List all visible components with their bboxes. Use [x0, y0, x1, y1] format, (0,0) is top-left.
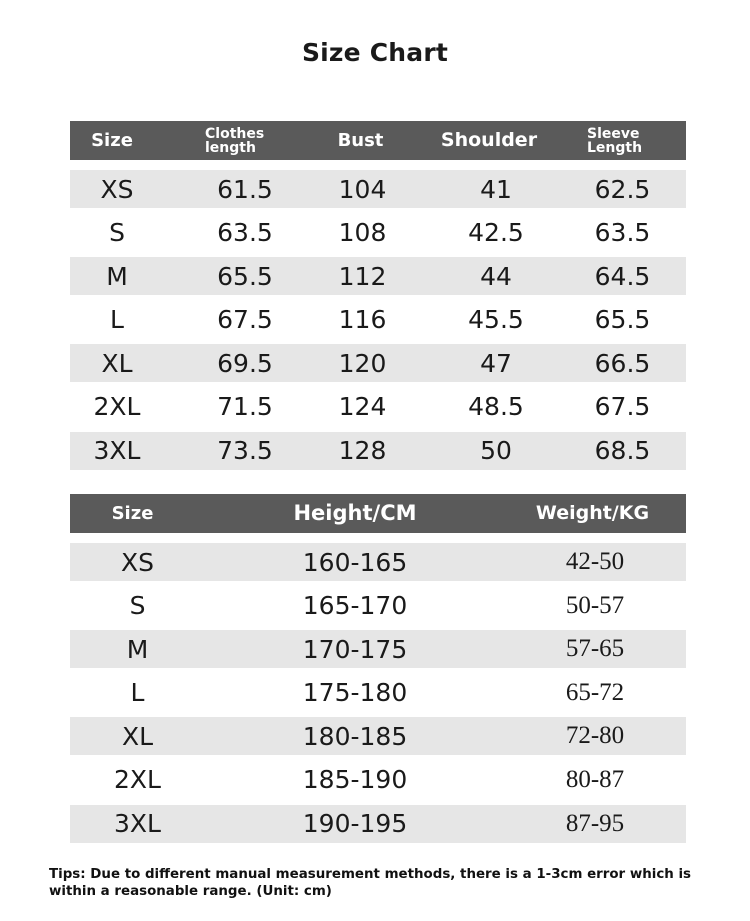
table-cell: 80-87: [565, 765, 625, 793]
table-cell: 104: [338, 174, 387, 204]
table-row: [70, 805, 686, 843]
table-row: [70, 344, 686, 382]
table-cell: 124: [338, 392, 387, 422]
header-shoulder: Shoulder: [440, 129, 538, 151]
table-cell: 61.5: [217, 174, 273, 204]
table-row: [70, 301, 686, 339]
header-height: Height/CM: [293, 501, 417, 525]
measurements-rows: [70, 170, 686, 470]
table-cell: L: [130, 678, 145, 708]
table-cell: 63.5: [594, 218, 651, 248]
table-cell: 68.5: [594, 436, 651, 466]
table-cell: 73.5: [217, 436, 273, 466]
table-cell: M: [106, 261, 128, 291]
header-weight: Weight/KG: [535, 502, 650, 524]
measurements-table: [70, 121, 686, 470]
height-weight-header: [70, 494, 686, 533]
table-cell: M: [126, 634, 149, 664]
header-size: Size: [111, 502, 154, 524]
table-cell: 69.5: [217, 348, 273, 378]
table-cell: 175-180: [302, 678, 408, 708]
table-cell: 50-57: [565, 591, 625, 619]
table-cell: 120: [338, 348, 387, 378]
table-cell: 87-95: [565, 809, 625, 837]
table-cell: 67.5: [217, 305, 273, 335]
header-sleeve-line2: Length: [587, 139, 643, 156]
table-cell: 65.5: [594, 305, 651, 335]
table-cell: 170-175: [302, 634, 408, 664]
table-cell: 112: [338, 261, 387, 291]
table-cell: 47: [480, 348, 512, 378]
table-cell: 108: [338, 218, 387, 248]
table-cell: 57-65: [565, 635, 625, 663]
table-row: [70, 587, 686, 625]
table-cell: 2XL: [93, 392, 141, 422]
table-cell: S: [109, 218, 125, 248]
table-cell: 72-80: [565, 722, 625, 750]
header-clothes-line2: length: [205, 139, 256, 156]
height-weight-rows: [70, 543, 686, 843]
table-cell: S: [129, 591, 146, 621]
table-cell: 42-50: [565, 548, 625, 575]
table-cell: 65-72: [565, 678, 625, 706]
table-cell: L: [110, 305, 124, 335]
table-cell: 67.5: [594, 392, 651, 422]
height-weight-table: [70, 494, 686, 843]
table-cell: 63.5: [217, 218, 273, 248]
table-cell: 44: [480, 261, 512, 291]
table-row: [70, 257, 686, 295]
table-cell: 41: [480, 174, 512, 204]
header-bust: Bust: [337, 129, 384, 151]
table-cell: 65.5: [217, 261, 273, 291]
table-cell: 180-185: [302, 721, 408, 751]
table-cell: 62.5: [594, 174, 651, 204]
table-row: [70, 717, 686, 755]
table-cell: 64.5: [594, 261, 651, 291]
table-cell: XL: [101, 348, 133, 378]
tips-note: Tips: Due to different manual measurement methods, there is a 1-3cm error which is within a reasonable range. (Unit: cm): [49, 867, 692, 899]
table-cell: 48.5: [468, 392, 524, 422]
page-title: Size Chart: [301, 38, 449, 67]
header-size: Size: [91, 129, 133, 151]
table-cell: 45.5: [468, 305, 524, 335]
table-row: [70, 388, 686, 426]
header-clothes-length: [205, 121, 287, 160]
table-cell: 50: [480, 436, 512, 466]
table-row: [70, 674, 686, 712]
header-clothes-line1: Clothes: [205, 125, 265, 142]
header-sleeve-length: [587, 121, 657, 160]
table-cell: 71.5: [217, 392, 273, 422]
table-cell: 42.5: [468, 218, 524, 248]
measurements-header: [70, 121, 686, 160]
table-row: [70, 761, 686, 799]
table-cell: 66.5: [594, 348, 651, 378]
table-cell: 116: [338, 305, 387, 335]
table-row: [70, 214, 686, 252]
table-cell: 128: [338, 436, 387, 466]
table-cell: 3XL: [114, 809, 161, 839]
table-cell: 2XL: [114, 765, 161, 795]
header-sleeve-line1: Sleeve: [587, 125, 640, 142]
table-cell: 165-170: [302, 591, 408, 621]
table-cell: XS: [100, 174, 134, 204]
table-row: [70, 432, 686, 470]
table-cell: XS: [121, 547, 154, 577]
table-cell: 185-190: [302, 765, 408, 795]
table-cell: 160-165: [302, 547, 408, 577]
table-row: [70, 170, 686, 208]
table-cell: 3XL: [93, 436, 141, 466]
table-cell: 190-195: [302, 809, 408, 839]
table-row: [70, 630, 686, 668]
table-cell: XL: [121, 721, 154, 751]
table-row: [70, 543, 686, 581]
